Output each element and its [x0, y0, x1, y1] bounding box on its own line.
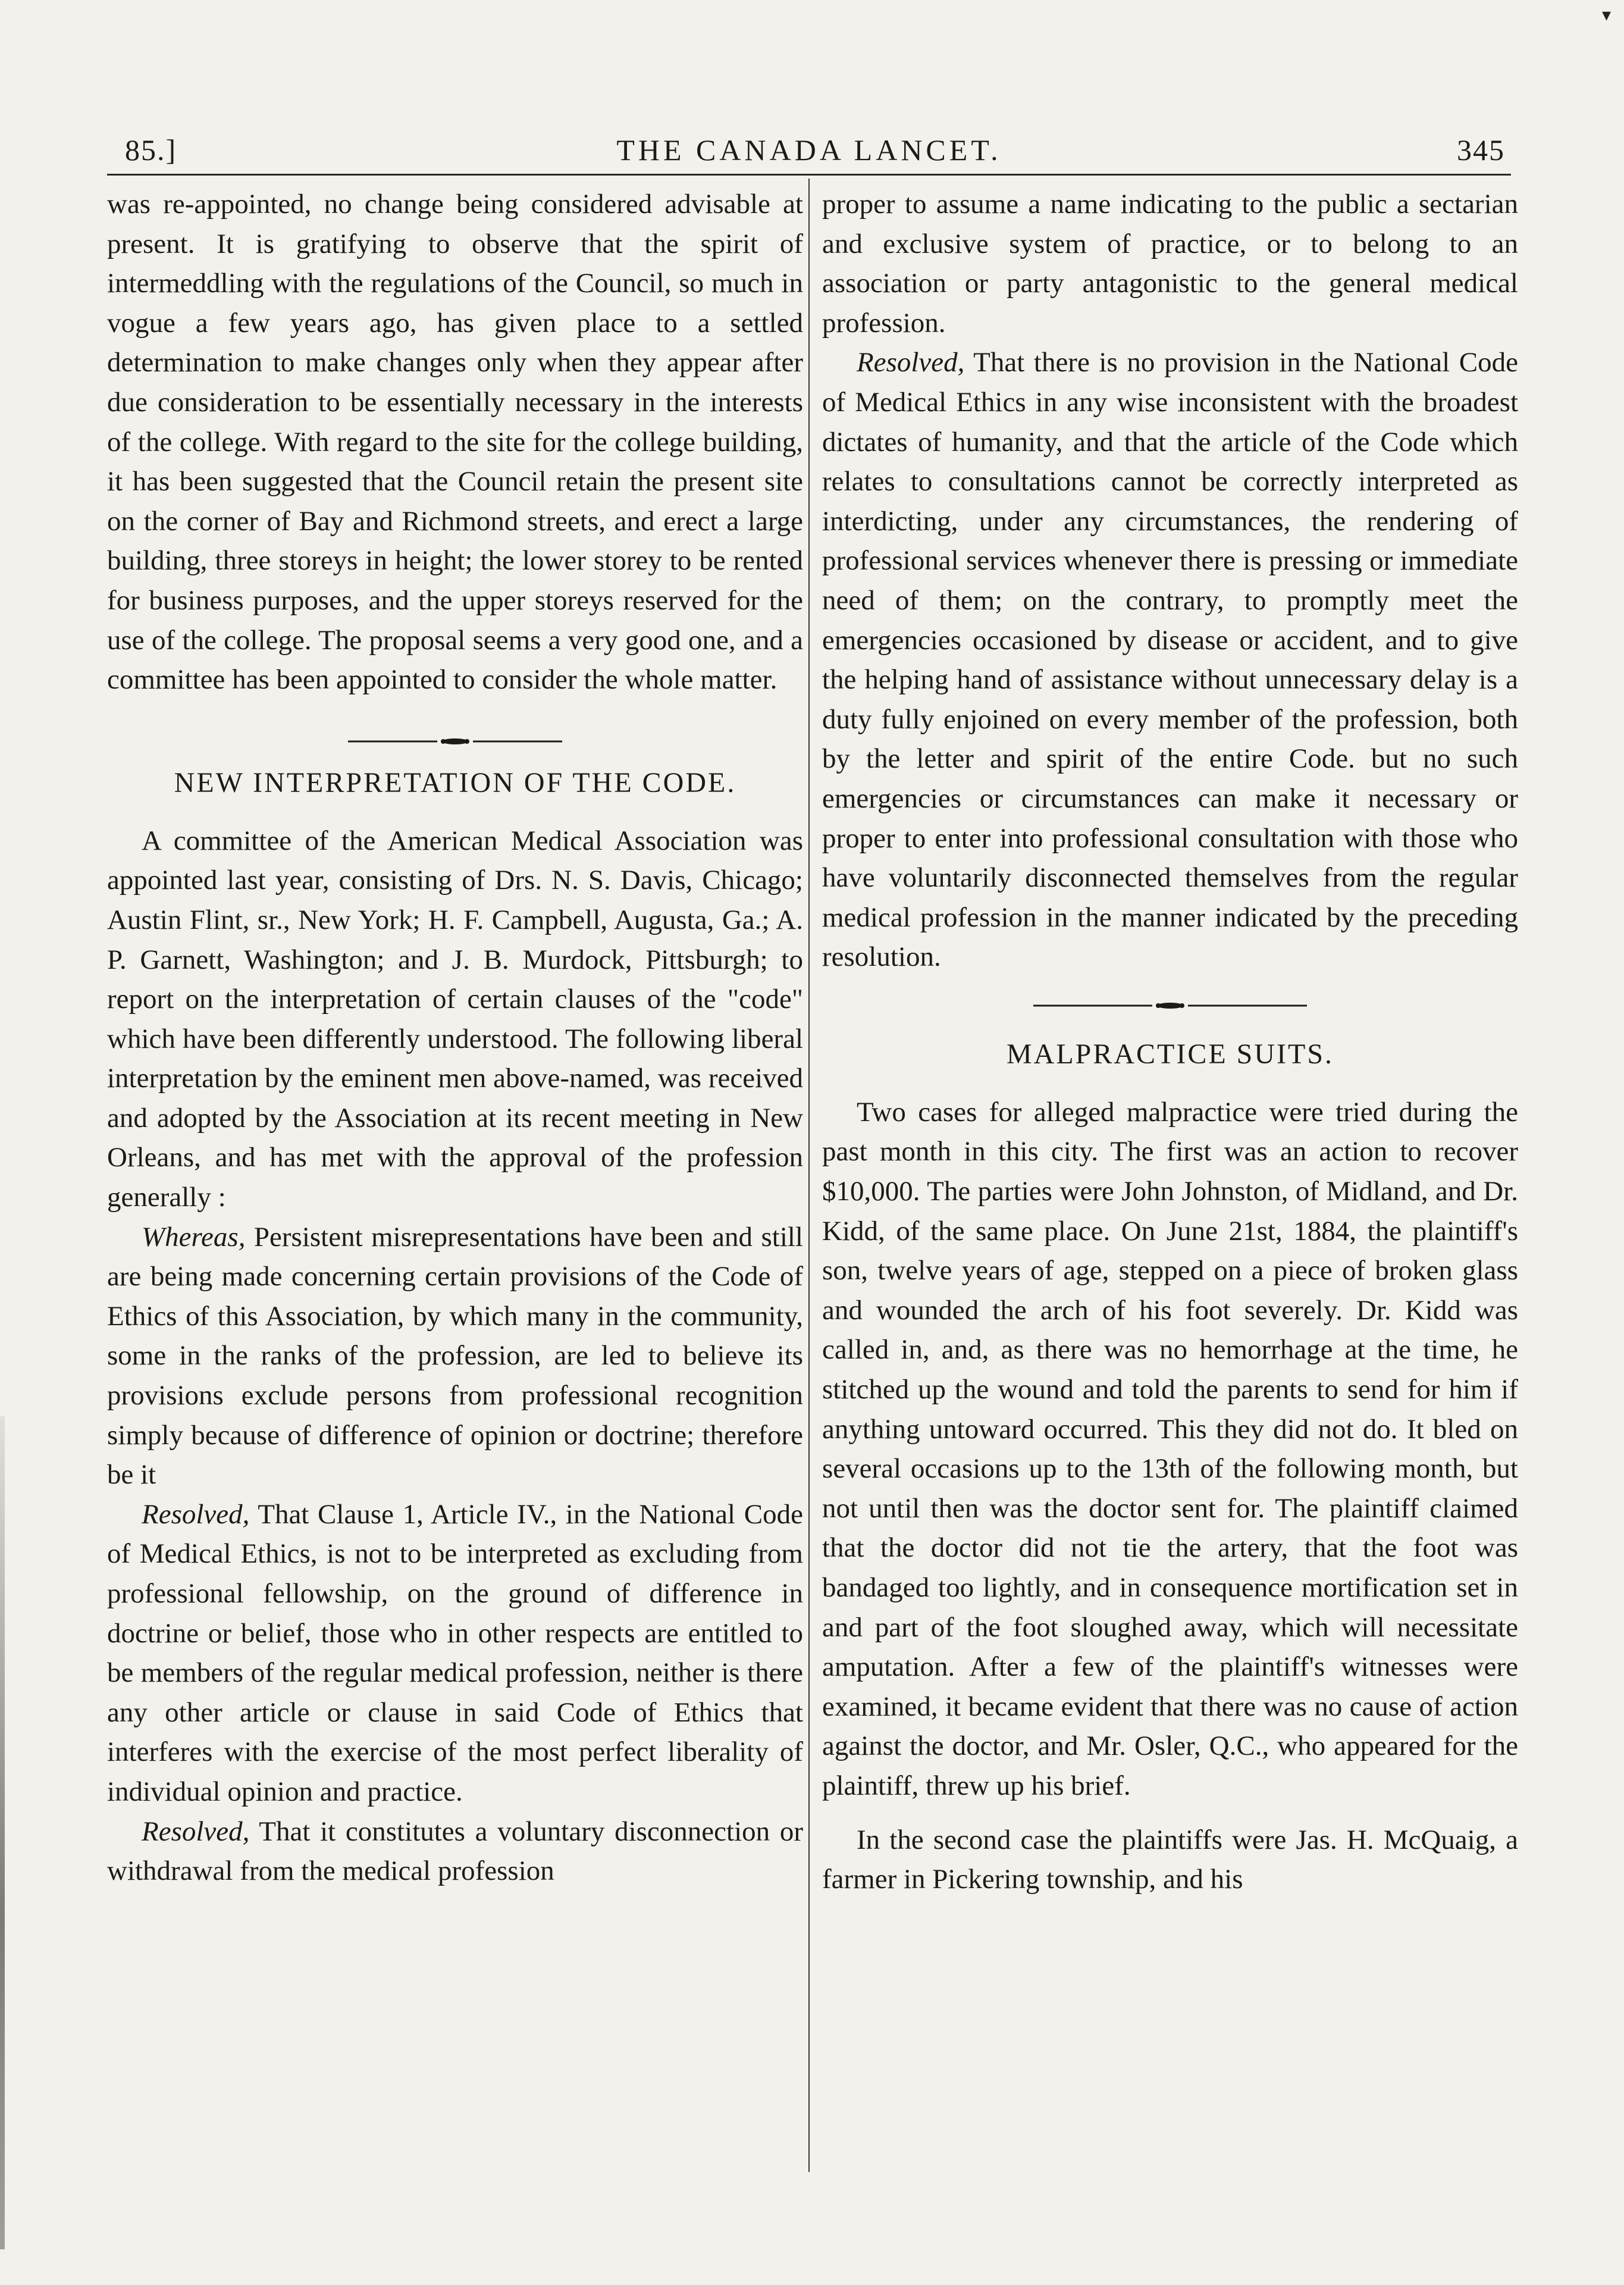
lead-whereas: Whereas, — [142, 1221, 246, 1253]
left-column — [107, 184, 803, 1891]
column-rule — [808, 179, 810, 2172]
header-rule — [107, 174, 1511, 176]
text-resolved-1: That Clause 1, Article IV., in the National Code of Medical Ethics, is not to be interpreted as excluding from professional fellowship, on the ground of difference in doctrine or belief, those who in other respects are entitled to be members of the regular medical profession, neither is there any other article or clause in said Code of Ethics that interferes with the exercise of the most perfect liberality of individual opinion and practice. — [107, 1498, 803, 1807]
text-resolved-3: That there is no provision in the National Code of Medical Ethics in any wise inconsistent with the broadest dictates of humanity, and that the article of the Code which relates to consultations cannot be correctly interpreted as interdicting, under any circumstances, the rendering of professional services whenever there is pressing or immediate need of them; on the contrary, to promptly meet the emergencies occasioned by disease or accident, and to give the helping hand of assistance without unnecessary delay is a duty fully enjoined on every member of the profession, both by the letter and spirit of the entire Code. but no such emergencies or circumstances can make it necessary or proper to enter into professional consultation with those who have voluntarily disconnected themselves from the regular medical profession in the manner indicated by the preceding resolution. — [822, 347, 1518, 973]
lead-resolved-1: Resolved, — [142, 1498, 250, 1530]
scan-edge-shadow — [0, 1416, 5, 2249]
paragraph-first-case: Two cases for alleged malpractice were tried during the past month in this city. The first was an action to recover $10,000. The parties were John Johnston, of Midland, and Dr. Kidd, of the same place. On June 21st, 1884, the plaintiff's son, twelve years of age, stepped on a piece of broken glass and wounded the arch of his foot severely. Dr. Kidd was called in, and, as there was no hemorrhage at the time, he stitched up the wound and told the parents to send for him if anything untoward occurred. This they did not do. It bled on several occasions up to the 13th of the following month, but not until then was the doctor sent for. The plaintiff claimed that the doctor did not tie the artery, that the foot was bandaged too lightly, and in consequence mortification set in and part of the foot sloughed away, which will necessitate amputation. After a few of the plaintiff's witnesses were examined, it became evident that there was no cause of action against the doctor, and Mr. Osler, Q.C., who appeared for the plaintiff, threw up his brief. — [822, 1096, 1518, 1801]
right-column — [822, 184, 1518, 1899]
heading-new-interpretation: NEW INTERPRETATION OF THE CODE. — [174, 766, 736, 799]
paragraph-sectarian: proper to assume a name indicating to the public a sectarian and exclusive system of practice, or to belong to an association or party antagonistic to the general medical profession. — [822, 189, 1518, 339]
paragraph-council-site: was re-appointed, no change being considered advisable at present. It is gratifying to observe that the spirit of intermeddling with the regulations of the Council, so much in vogue a few years ago, has given place to a settled determination to make changes only when they appear after due consideration to be essentially necessary in the interests of the college. With regard to the site for the college building, it has been suggested that the Council retain the present site on the corner of Bay and Richmond streets, and erect a large building, three storeys in height; the lower storey to be rented for business purposes, and the upper storeys reserved for the use of the college. The proposal seems a very good one, and a committee has been appointed to consider the whole matter. — [107, 189, 803, 696]
text-whereas: Persistent misrepresentations have been and still are being made concerning certain provisions of the Code of Ethics of this Association, by which many in the community, some in the ranks of the profession, are led to believe its provisions exclude persons from professional recognition simply because of difference of opinion or doctrine; therefore be it — [107, 1221, 803, 1491]
text-resolved-2: That it constitutes a voluntary disconnection or withdrawal from the medical profession — [107, 1816, 803, 1887]
paragraph-committee: A committee of the American Medical Association was appointed last year, consisting of Drs. N. S. Davis, Chicago; Austin Flint, sr., New York; H. F. Campbell, Augusta, Ga.; A. P. Garnett, Washington; and J. B. Murdock, Pittsburgh; to report on the interpretation of certain clauses of the "code" which have been differently understood. The following liberal interpretation by the eminent men above-named, was received and adopted by the Association at its recent meeting in New Orleans, and has met with the approval of the profession generally : — [107, 825, 803, 1213]
section-divider-ornament — [107, 724, 803, 759]
heading-malpractice-suits: MALPRACTICE SUITS. — [1006, 1038, 1334, 1070]
lead-resolved-2: Resolved, — [142, 1816, 250, 1847]
section-divider-ornament-2 — [822, 988, 1518, 1023]
paragraph-resolved-clause — [107, 1495, 803, 1812]
running-title: THE CANADA LANCET. — [616, 133, 1002, 167]
lead-resolved-3: Resolved, — [857, 347, 965, 378]
paragraph-whereas — [107, 1217, 803, 1495]
folio-left: 85.] — [125, 133, 177, 167]
page-number: 345 — [1457, 133, 1505, 167]
page-header — [107, 122, 1511, 176]
paragraph-second-case: In the second case the plaintiffs were Jas. H. McQuaig, a farmer in Pickering township, and his — [822, 1824, 1518, 1895]
paragraph-resolved-consultations — [822, 343, 1518, 977]
paragraph-resolved-disconnection — [107, 1812, 803, 1891]
scan-speck-mark: ▾ — [1601, 5, 1611, 25]
